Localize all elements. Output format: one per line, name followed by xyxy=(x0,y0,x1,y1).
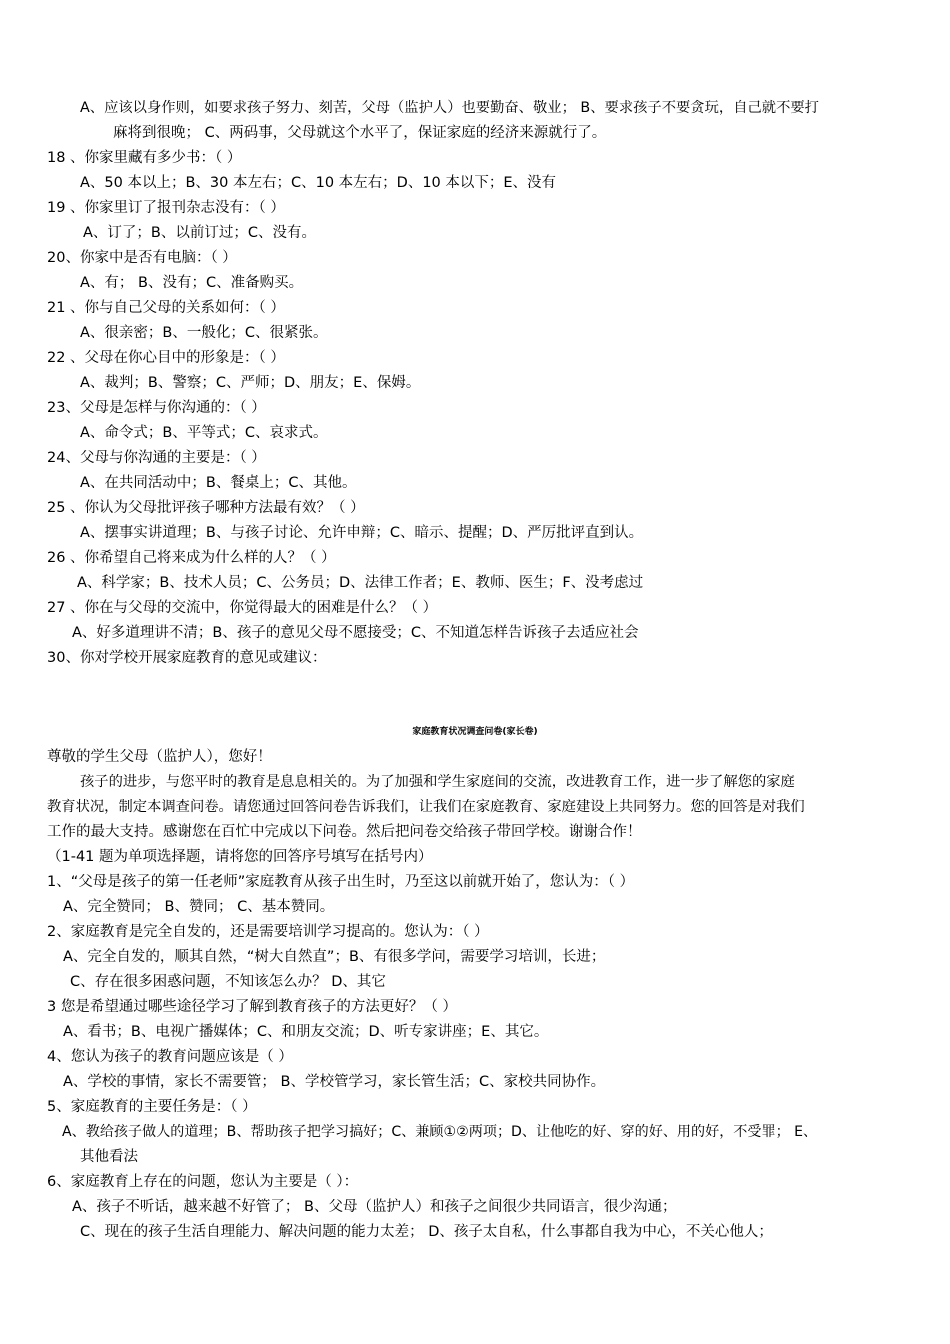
parent-question-6: 6、家庭教育上存在的问题，您认为主要是（ ）： xyxy=(47,1174,359,1190)
q18-options: A、50 本以上；B、30 本左右；C、10 本左右；D、10 本以下；E、没有 xyxy=(80,175,557,191)
parent-question-1: 1、“父母是孩子的第一任老师”家庭教育从孩子出生时，乃至这以前就开始了，您认为：（ ） xyxy=(47,874,635,890)
question-30: 30、你对学校开展家庭教育的意见或建议： xyxy=(47,650,327,666)
question-22: 22 、父母在你心目中的形象是：（ ） xyxy=(47,350,285,366)
pq4-options: A、学校的事情，家长不需要管； B、学校管学习，家长管生活；C、家校共同协作。 xyxy=(63,1074,606,1090)
parent-question-3: 3 您是希望通过哪些途径学习了解到教育孩子的方法更好？（ ） xyxy=(47,999,457,1015)
instructions: （1-41 题为单项选择题，请将您的回答序号填写在括号内） xyxy=(47,849,433,865)
question-18: 18 、你家里藏有多少书：（ ） xyxy=(47,150,242,166)
pq5-options-line-2: 其他看法 xyxy=(80,1149,138,1165)
q20-options: A、有； B、没有；C、准备购买。 xyxy=(80,275,304,291)
question-20: 20、你家中是否有电脑：（ ） xyxy=(47,250,237,266)
intro-line-1: 孩子的进步，与您平时的教育是息息相关的。为了加强和学生家庭间的交流，改进教育工作，进一步了解您的家庭 xyxy=(80,774,795,790)
q27-options: A、好多道理讲不清；B、孩子的意见父母不愿接受；C、不知道怎样告诉孩子去适应社会 xyxy=(72,625,639,641)
question-25: 25 、你认为父母批评孩子哪种方法最有效？（ ） xyxy=(47,500,365,516)
pq3-options: A、看书；B、电视广播媒体；C、和朋友交流；D、听专家讲座；E、其它。 xyxy=(63,1024,549,1040)
parent-question-5: 5、家庭教育的主要任务是：（ ） xyxy=(47,1099,257,1115)
question-23: 23、父母是怎样与你沟通的：（ ） xyxy=(47,400,266,416)
pq6-options-line-2: C、现在的孩子生活自理能力、解决问题的能力太差； D、孩子太自私，什么事都自我为中心，不关心他人； xyxy=(80,1224,773,1240)
question-19: 19 、你家里订了报刊杂志没有：（ ） xyxy=(47,200,285,216)
pq2-options-line-2: C、存在很多困惑问题，不知该怎么办？ D、其它 xyxy=(70,974,386,990)
q26-options: A、科学家；B、技术人员；C、公务员；D、法律工作者；E、教师、医生；F、没考虑过 xyxy=(77,575,644,591)
q22-options: A、裁判；B、警察；C、严师；D、朋友；E、保姆。 xyxy=(80,375,421,391)
question-26: 26 、你希望自己将来成为什么样的人？（ ） xyxy=(47,550,336,566)
q23-options: A、命令式；B、平等式；C、哀求式。 xyxy=(80,425,328,441)
question-27: 27 、你在与父母的交流中，你觉得最大的困难是什么？（ ） xyxy=(47,600,438,616)
pq2-options-line-1: A、完全自发的，顺其自然，“树大自然直”；B、有很多学问，需要学习培训，长进； xyxy=(63,949,606,965)
pq6-options-line-1: A、孩子不听话，越来越不好管了； B、父母（监护人）和孩子之间很少共同语言，很少沟通； xyxy=(72,1199,677,1215)
question-21: 21 、你与自己父母的关系如何：（ ） xyxy=(47,300,285,316)
parent-question-4: 4、您认为孩子的教育问题应该是（ ） xyxy=(47,1049,293,1065)
q17-option-line-2: 麻将到很晚； C、两码事，父母就这个水平了，保证家庭的经济来源就行了。 xyxy=(113,125,607,141)
pq5-options-line-1: A、教给孩子做人的道理；B、帮助孩子把学习搞好；C、兼顾①②两项；D、让他吃的好、穿的好、用的好，不受罪； E、 xyxy=(62,1124,818,1140)
parent-question-2: 2、家庭教育是完全自发的，还是需要培训学习提高的。您认为：（ ） xyxy=(47,924,489,940)
intro-line-2: 教育状况，制定本调查问卷。请您通过回答问卷告诉我们，让我们在家庭教育、家庭建设上共同努力。您的回答是对我们 xyxy=(47,799,805,815)
parent-survey-title: 家庭教育状况调查问卷(家长卷) xyxy=(412,727,538,737)
q19-options: A、订了；B、以前订过；C、没有。 xyxy=(83,225,316,241)
greeting: 尊敬的学生父母（监护人），您好！ xyxy=(47,749,272,765)
question-24: 24、父母与你沟通的主要是：（ ） xyxy=(47,450,266,466)
q21-options: A、很亲密；B、一般化；C、很紧张。 xyxy=(80,325,328,341)
pq1-options: A、完全赞同； B、赞同； C、基本赞同。 xyxy=(63,899,335,915)
q24-options: A、在共同活动中；B、餐桌上；C、其他。 xyxy=(80,475,357,491)
intro-line-3: 工作的最大支持。感谢您在百忙中完成以下问卷。然后把问卷交给孩子带回学校。谢谢合作！ xyxy=(47,824,642,840)
q25-options: A、摆事实讲道理；B、与孩子讨论、允许申辩；C、暗示、提醒；D、严厉批评直到认。 xyxy=(80,525,644,541)
q17-option-line-1: A、应该以身作则，如要求孩子努力、刻苦，父母（监护人）也要勤奋、敬业； B、要求孩子不要贪玩，自己就不要打 xyxy=(80,100,819,116)
